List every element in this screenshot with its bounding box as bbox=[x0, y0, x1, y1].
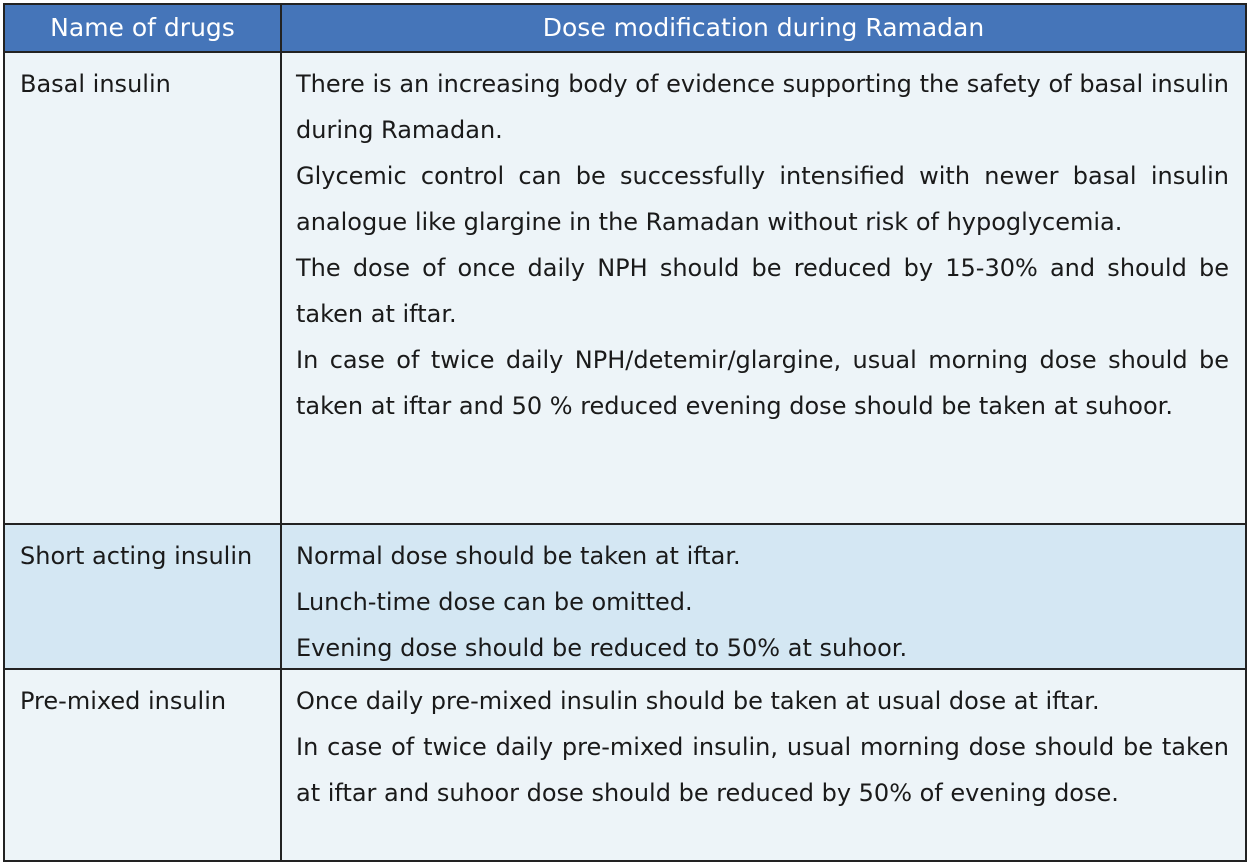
header-dose-modification: Dose modification during Ramadan bbox=[542, 13, 985, 42]
drug-name-cell: Pre-mixed insulin bbox=[20, 687, 227, 715]
dose-paragraph: In case of twice daily pre-mixed insulin, usual morning dose should be taken at iftar and suhoor dose should be reduced by 50% of evening dose. bbox=[296, 733, 1229, 807]
dose-paragraph: There is an increasing body of evidence supporting the safety of basal insulin during Ramadan. bbox=[296, 70, 1229, 144]
dose-paragraph: Once daily pre-mixed insulin should be taken at usual dose at iftar. bbox=[296, 687, 1100, 715]
dose-modification-cell bbox=[296, 61, 1229, 429]
drug-name-cell: Basal insulin bbox=[20, 70, 171, 98]
header-name-of-drugs: Name of drugs bbox=[50, 13, 235, 42]
dose-modification-cell bbox=[296, 678, 1229, 816]
column-divider bbox=[280, 670, 282, 860]
dose-paragraph: In case of twice daily NPH/detemir/glargine, usual morning dose should be taken at iftar and 50 % reduced evening dose should be taken at suhoor. bbox=[296, 346, 1229, 420]
dose-paragraph: Evening dose should be reduced to 50% at suhoor. bbox=[296, 634, 908, 662]
table-row-pre-mixed-insulin bbox=[5, 670, 1245, 860]
column-divider bbox=[280, 525, 282, 668]
dose-paragraph: Normal dose should be taken at iftar. bbox=[296, 542, 741, 570]
column-divider bbox=[280, 53, 282, 523]
dose-modification-cell bbox=[296, 533, 1229, 671]
insulin-dose-table bbox=[3, 3, 1247, 862]
dose-paragraph: The dose of once daily NPH should be reduced by 15-30% and should be taken at iftar. bbox=[296, 254, 1229, 328]
drug-name-cell: Short acting insulin bbox=[20, 542, 253, 570]
table-header-row bbox=[5, 5, 1245, 53]
dose-paragraph: Lunch-time dose can be omitted. bbox=[296, 588, 693, 616]
table-row-short-acting-insulin bbox=[5, 525, 1245, 670]
table-row-basal-insulin bbox=[5, 53, 1245, 525]
dose-paragraph: Glycemic control can be successfully intensified with newer basal insulin analogue like glargine in the Ramadan without risk of hypoglycemia. bbox=[296, 162, 1229, 236]
